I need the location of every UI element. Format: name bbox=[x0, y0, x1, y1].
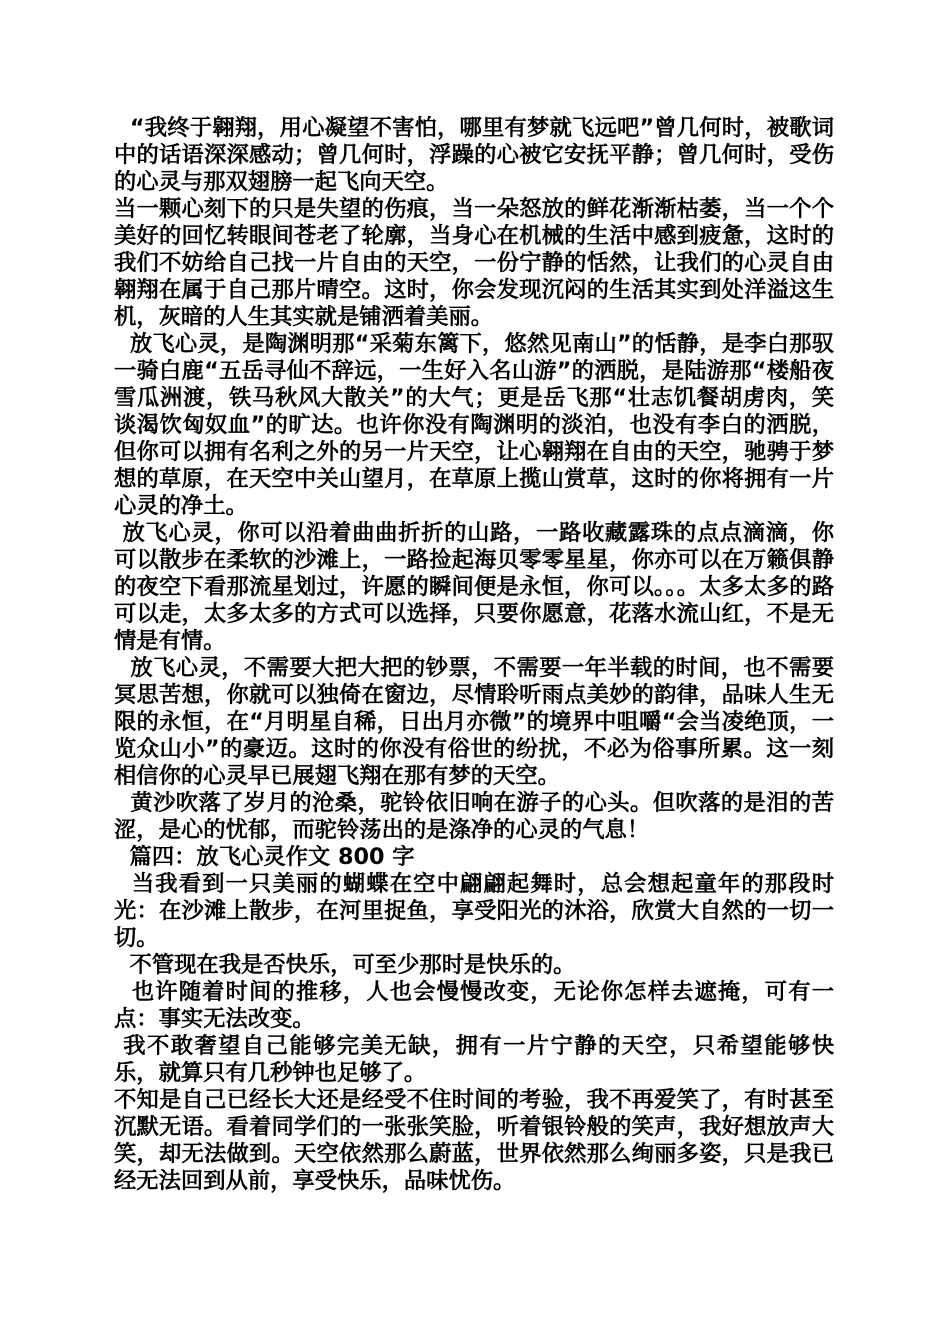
paragraph-8: 不管现在我是否快乐，可至少那时是快乐的。 bbox=[114, 952, 576, 978]
paragraph-2: 当一颗心刻下的只是失望的伤痕，当一朵怒放的鲜花渐渐枯萎，当一个个美好的回忆转眼间苍老了轮廓，当身心在机械的生活中感到疲惫，这时的我们不妨给自己找一片自由的天空，一份宁静的恬然，让我们的心灵自由翱翔在属于自己那片晴空。这时，你会发现沉闷的生活其实到处洋溢这生机，灰暗的人生其实就是铺洒着美丽。 bbox=[114, 196, 834, 330]
paragraph-11: 不知是自己已经长大还是经受不住时间的考验，我不再爱笑了，有时甚至沉默无语。看着同学们的一张张笑脸，听着银铃般的笑声，我好想放声大笑，却无法做到。天空依然那么蔚蓝，世界依然那么绚丽多姿，只是我已经无法回到从前，享受快乐，品味忧伤。 bbox=[114, 1087, 834, 1194]
paragraph-10: 我不敢奢望自己能够完美无缺，拥有一片宁静的天空，只希望能够快乐，就算只有几秒钟也足够了。 bbox=[114, 1033, 834, 1086]
section-heading: 篇四：放飞心灵作文 800 字 bbox=[114, 844, 415, 870]
paragraph-4: 放飞心灵，你可以沿着曲曲折折的山路，一路收藏露珠的点点滴滴，你可以散步在柔软的沙滩上，一路捡起海贝零零星星，你亦可以在万籁俱静的夜空下看那流星划过，许愿的瞬间便是永恒，你可以。。。太多太多的路可以走，太多太多的方式可以选择，只要你愿意，花落水流山红，不是无情是有情。 bbox=[114, 520, 834, 654]
document-page bbox=[114, 115, 834, 1195]
paragraph-5: 放飞心灵，不需要大把大把的钞票，不需要一年半载的时间，也不需要冥思苦想，你就可以独倚在窗边，尽情聆听雨点美妙的韵律，品味人生无限的永恒，在“月明星自稀，日出月亦微”的境界中咀嚼“会当凌绝顶，一览众山小”的豪迈。这时的你没有俗世的纷扰，不必为俗事所累。这一刻相信你的心灵早已展翅飞翔在那有梦的天空。 bbox=[114, 655, 834, 789]
paragraph-7: 当我看到一只美丽的蝴蝶在空中翩翩起舞时，总会想起童年的那段时光：在沙滩上散步，在河里捉鱼，享受阳光的沐浴，欣赏大自然的一切一切。 bbox=[114, 871, 834, 951]
paragraph-6: 黄沙吹落了岁月的沧桑，驼铃依旧响在游子的心头。但吹落的是泪的苦涩，是心的忧郁，而驼铃荡出的是涤净的心灵的气息！ bbox=[114, 790, 834, 843]
paragraph-3: 放飞心灵，是陶渊明那“采菊东篱下，悠然见南山”的恬静，是李白那驭一骑白鹿“五岳寻仙不辞远，一生好入名山游”的洒脱，是陆游那“楼船夜雪瓜洲渡，铁马秋风大散关”的大气；更是岳飞那“壮志饥餐胡虏肉，笑谈渴饮匈奴血”的旷达。也许你没有陶渊明的淡泊，也没有李白的洒脱，但你可以拥有名利之外的另一片天空，让心翱翔在自由的天空，驰骋于梦想的草原，在天空中关山望月，在草原上揽山赏草，这时的你将拥有一片心灵的净土。 bbox=[114, 331, 834, 519]
paragraph-9: 也许随着时间的推移，人也会慢慢改变，无论你怎样去遮掩，可有一点：事实无法改变。 bbox=[114, 979, 834, 1032]
paragraph-1: “我终于翱翔，用心凝望不害怕，哪里有梦就飞远吧”曾几何时，被歌词中的话语深深感动；曾几何时，浮躁的心被它安抚平静；曾几何时，受伤的心灵与那双翅膀一起飞向天空。 bbox=[114, 115, 834, 195]
